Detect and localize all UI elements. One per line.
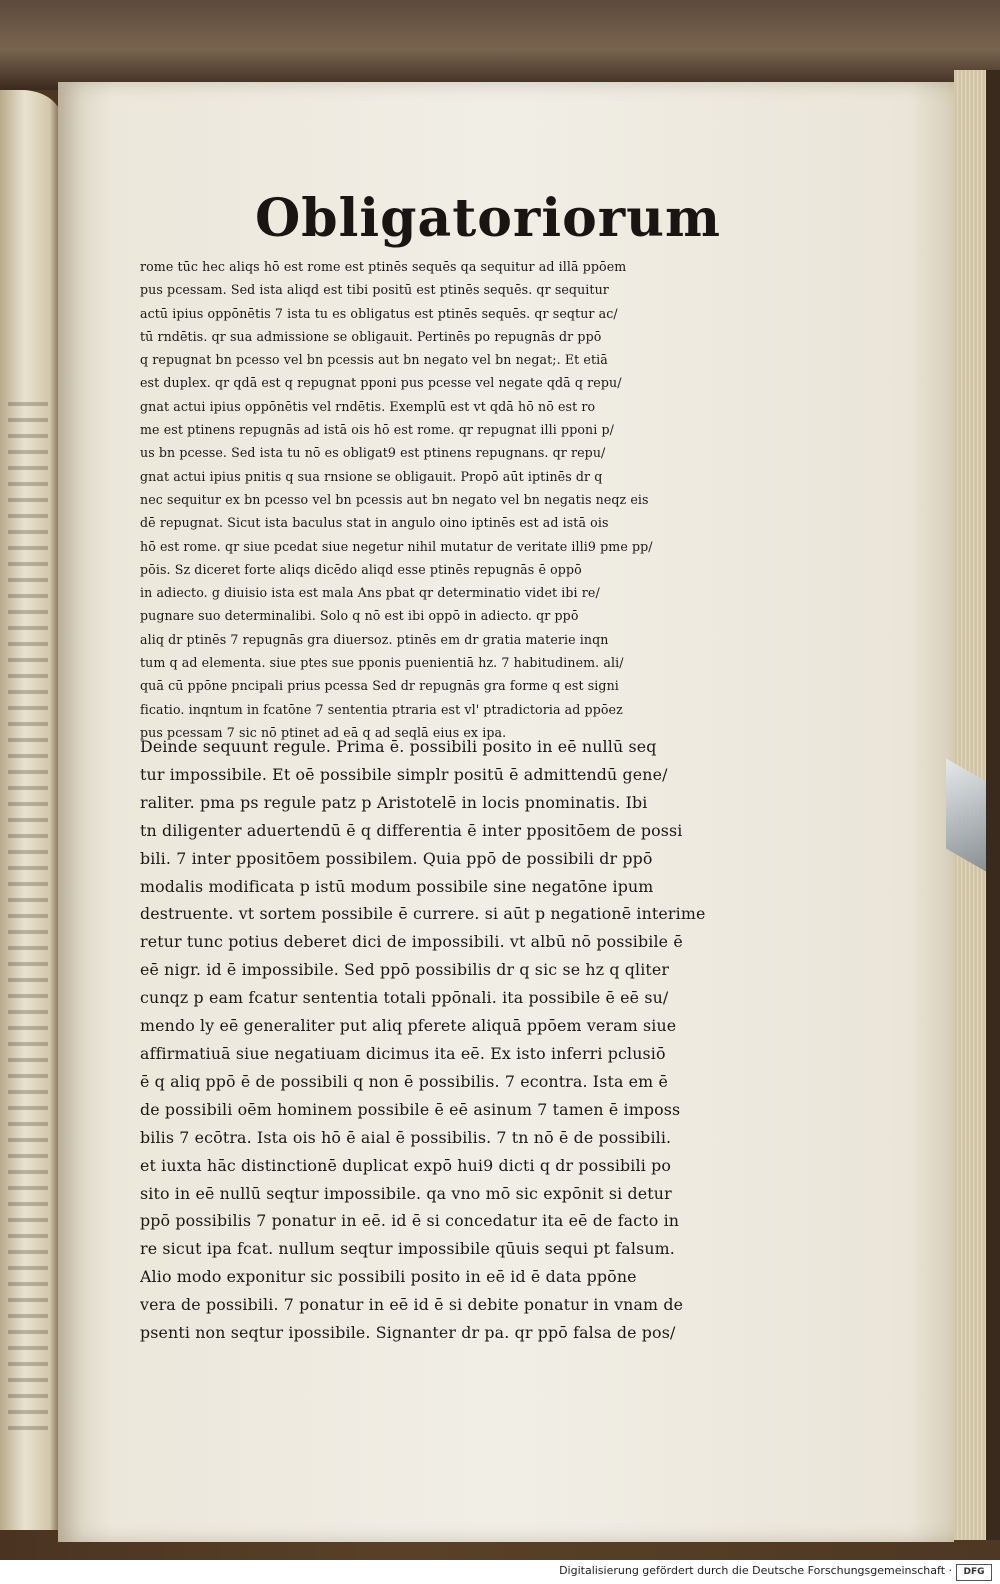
text-line: Alio modo exponitur sic possibili posito in eē id ē data ppōne [140,1267,637,1287]
text-line: est duplex. qr qdā est q repugnat pponi pus pcesse vel negate qdā q repu/ [140,375,622,391]
text-line: destruente. vt sortem possibile ē currere. si aūt p negationē interime [140,904,706,924]
digitization-footer [0,1560,1000,1584]
text-line: tn diligenter aduertendū ē q differentia ē inter ppositōem de possi [140,820,683,840]
text-line: affirmatiuā siue negatiuam dicimus ita eē. Ex isto inferri pclusiō [140,1043,666,1063]
text-line: ē q aliq ppō ē de possibili q non ē possibilis. 7 econtra. Ista em ē [140,1071,668,1091]
page-heading: Obligatoriorum [255,188,721,249]
text-line: Deinde sequunt regule. Prima ē. possibili posito in eē nullū seq [140,737,657,756]
text-line: sito in eē nullū seqtur impossibile. qa vno mō sic expōnit si detur [140,1183,672,1203]
text-line: pugnare suo determinalibi. Solo q nō est ibi oppō in adiecto. qr ppō [140,608,579,624]
commentary-small-type [140,255,780,744]
text-line: nec sequitur ex bn pcesso vel bn pcessis aut bn negato vel bn negatis neqz eis [140,491,649,507]
text-line: mendo ly eē generaliter put aliq pferete aliquā ppōem veram siue [140,1016,677,1036]
text-line: pus pcessam 7 sic nō ptinet ad eā q ad seqlā eius ex ipa. [140,724,507,740]
text-line: eē nigr. id ē impossibile. Sed ppō possibilis dr q sic se hz q qliter [140,960,670,980]
text-line: re sicut ipa fcat. nullum seqtur impossibile qūuis sequi pt falsum. [140,1239,675,1259]
text-line: vera de possibili. 7 ponatur in eē id ē si debite ponatur in vnam de [140,1295,684,1315]
text-line: us bn pcesse. Sed ista tu nō es obligat9 est ptinens repugnans. qr repu/ [140,445,606,461]
text-line: tur impossibile. Et oē possibile simplr positū ē admittendū gene/ [140,764,668,784]
dfg-logo-icon: DFG [956,1564,992,1581]
text-line: q repugnat bn pcesso vel bn pcessis aut bn negato vel bn negat;. Et etiā [140,352,608,368]
text-line: bili. 7 inter ppositōem possibilem. Quia ppō de possibili dr ppō [140,848,653,868]
text-line: rome tūc hec aliqs hō est rome est ptinēs sequēs qa sequitur ad illā ppōem [140,259,627,274]
facing-page-curl [0,90,62,1530]
text-line: cunqz p eam fcatur sententia totali ppōnali. ita possibile ē eē su/ [140,988,669,1008]
text-line: tū rndētis. qr sua admissione se obligauit. Pertinēs po repugnās dr ppō [140,328,602,344]
back-cover-edge [986,70,1000,1540]
text-line: psenti non seqtur ipossibile. Signanter dr pa. qr ppō falsa de pos/ [140,1323,676,1343]
text-line: modalis modificata p istū modum possibile sine negatōne ipum [140,876,654,896]
text-line: me est ptinens repugnās ad istā ois hō est rome. qr repugnat illi pponi p/ [140,422,614,438]
text-line: actū ipius oppōnētis 7 ista tu es obligatus est ptinēs sequēs. qr seqtur ac/ [140,305,618,321]
text-line: raliter. pma ps regule patz p Aristotelē in locis pnominatis. Ibi [140,792,648,812]
leather-binding-edge [0,0,1000,90]
text-line: tum q ad elementa. siue ptes sue pponis puenientiā hz. 7 habitudinem. ali/ [140,655,624,671]
text-line: gnat actui ipius pnitis q sua rnsione se obligauit. Propō aūt iptinēs dr q [140,468,603,484]
text-line: bilis 7 ecōtra. Ista ois hō ē aial ē possibilis. 7 tn nō ē de possibili. [140,1127,672,1147]
text-line: quā cū ppōne pncipali prius pcessa Sed dr repugnās gra forme q est signi [140,678,619,694]
footer-credit: Digitalisierung gefördert durch die Deutsche Forschungsgemeinschaft · [559,1564,952,1577]
text-line: hō est rome. qr siue pcedat siue negetur nihil mutatur de veritate illi9 pme pp/ [140,538,653,554]
text-line: dē repugnat. Sicut ista baculus stat in angulo oino iptinēs est ad istā ois [140,515,609,531]
text-line: ficatio. inqntum in fcatōne 7 sententia ptraria est vl' ptradictoria ad ppōez [140,701,623,717]
text-line: in adiecto. g diuisio ista est mala Ans pbat qr determinatio videt ibi re/ [140,585,600,601]
text-line: de possibili oēm hominem possibile ē eē asinum 7 tamen ē imposs [140,1099,681,1119]
text-line: ppō possibilis 7 ponatur in eē. id ē si concedatur ita eē de facto in [140,1211,680,1231]
text-line: retur tunc potius deberet dici de impossibili. vt albū nō possibile ē [140,932,683,952]
text-line: aliq dr ptinēs 7 repugnās gra diuersoz. ptinēs em dr gratia materie inqn [140,631,609,647]
commentary-large-type [140,733,780,1347]
text-line: gnat actui ipius oppōnētis vel rndētis. Exemplū est vt qdā hō nō est ro [140,398,596,414]
facing-page-text-traces [8,390,48,1440]
text-line: pus pcessam. Sed ista aliqd est tibi positū est ptinēs sequēs. qr sequitur [140,282,609,298]
text-line: pōis. Sz diceret forte aliqs dicēdo aliqd esse ptinēs repugnās ē oppō [140,561,582,577]
text-line: et iuxta hāc distinctionē duplicat expō hui9 dicti q dr possibili po [140,1155,672,1175]
